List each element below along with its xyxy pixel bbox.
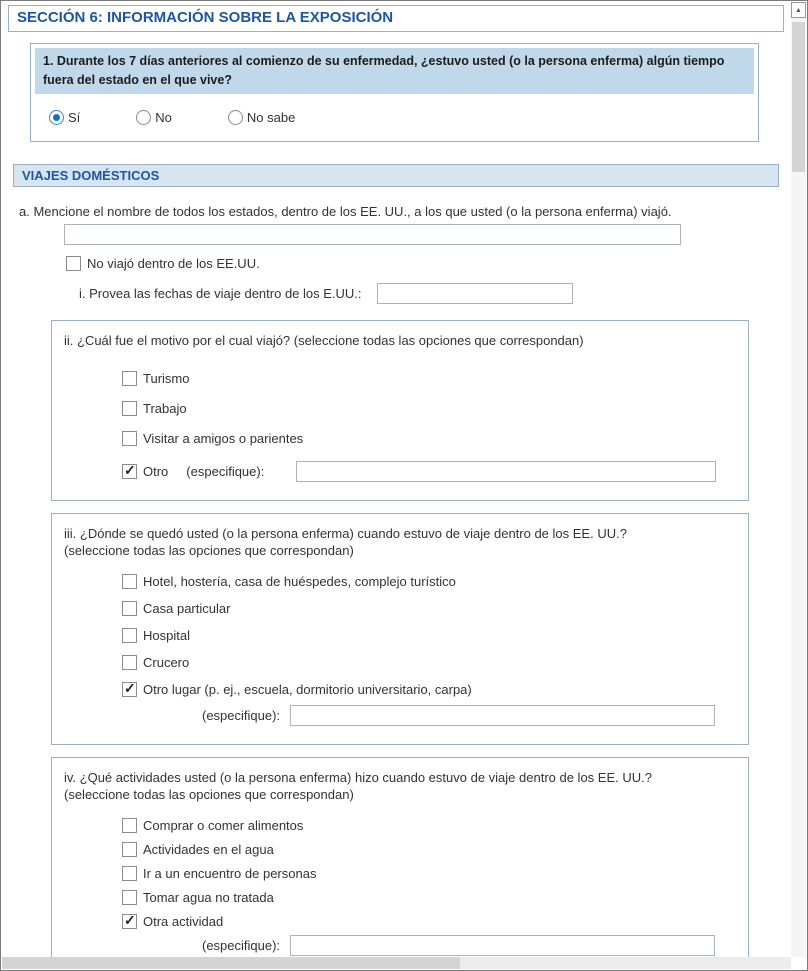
checkbox-label-otra-actividad: Otra actividad xyxy=(143,914,224,930)
checkbox-option-otro-lugar[interactable] xyxy=(122,682,736,697)
checkbox-icon[interactable] xyxy=(122,628,137,643)
checkbox-icon[interactable] xyxy=(122,431,137,446)
specify-label: (especifique): xyxy=(202,938,281,954)
question-ii-box xyxy=(51,320,749,502)
specify-label: (especifique): xyxy=(202,708,281,724)
vertical-scrollbar-thumb[interactable] xyxy=(792,22,805,172)
checkbox-option-encuentro[interactable] xyxy=(122,866,736,881)
question-1-box xyxy=(30,43,759,142)
checkbox-icon[interactable] xyxy=(122,601,137,616)
checkbox-label-hotel: Hotel, hostería, casa de huéspedes, complejo turístico xyxy=(143,574,456,590)
checkbox-option-otra-actividad[interactable] xyxy=(122,914,736,929)
checkbox-label-agua: Actividades en el agua xyxy=(143,842,274,858)
question-iii-label: iii. ¿Dónde se quedó usted (o la persona enferma) cuando estuvo de viaje dentro de los EE. UU.? xyxy=(64,526,627,542)
radio-unselected-icon[interactable] xyxy=(136,110,151,125)
checkbox-icon[interactable] xyxy=(66,256,81,271)
checkbox-label-trabajo: Trabajo xyxy=(143,401,187,417)
horizontal-scrollbar-thumb[interactable] xyxy=(2,957,460,969)
question-i-label: i. Provea las fechas de viaje dentro de los E.UU.: xyxy=(79,285,362,301)
question-i-row xyxy=(79,283,784,304)
checkbox-icon[interactable] xyxy=(122,866,137,881)
checkbox-option-casa-particular[interactable] xyxy=(122,601,736,616)
domestic-travel-title: VIAJES DOMÉSTICOS xyxy=(22,167,160,183)
radio-option-si[interactable] xyxy=(49,110,80,125)
checkbox-option-visitar[interactable] xyxy=(122,431,736,446)
checkbox-icon[interactable] xyxy=(122,890,137,905)
checkbox-option-agua[interactable] xyxy=(122,842,736,857)
otro-specify-input[interactable] xyxy=(296,461,716,482)
checkbox-icon[interactable] xyxy=(122,682,137,697)
specify-row-iii xyxy=(202,705,736,726)
checkbox-option-crucero[interactable] xyxy=(122,655,736,670)
checkbox-label-visitar: Visitar a amigos o parientes xyxy=(143,431,304,447)
question-1-label: 1. Durante los 7 días anteriores al comienzo de su enfermedad, ¿estuvo usted (o la persona enferma) algún tiempo fuera del estado en el que vive? xyxy=(35,48,754,94)
question-iv-label: iv. ¿Qué actividades usted (o la persona enferma) hizo cuando estuvo de viaje dentro de los EE. UU.? xyxy=(64,770,652,786)
radio-option-no[interactable] xyxy=(136,110,172,125)
checkbox-option-agua-no-tratada[interactable] xyxy=(122,890,736,905)
specify-row-iv xyxy=(202,935,736,956)
scroll-up-button[interactable]: ▲ xyxy=(791,2,806,18)
otro-lugar-specify-input[interactable] xyxy=(290,705,715,726)
checkbox-label-hospital: Hospital xyxy=(143,628,190,644)
checkbox-label-otro: Otro xyxy=(143,464,169,480)
question-iii-box xyxy=(51,513,749,745)
question-1-options xyxy=(35,94,754,137)
checkbox-option-trabajo[interactable] xyxy=(122,401,736,416)
radio-label-no-sabe: No sabe xyxy=(246,109,296,125)
section-header xyxy=(8,5,784,32)
radio-label-no: No xyxy=(155,109,172,125)
question-iii-sublabel: (seleccione todas las opciones que correspondan) xyxy=(64,543,354,559)
checkbox-label-crucero: Crucero xyxy=(143,655,190,671)
checkbox-icon[interactable] xyxy=(122,401,137,416)
checkbox-icon[interactable] xyxy=(122,818,137,833)
checkbox-label-no-travel: No viajó dentro de los EE.UU. xyxy=(87,255,260,271)
checkbox-icon[interactable] xyxy=(122,655,137,670)
form-content xyxy=(1,1,791,957)
checkbox-label-encuentro: Ir a un encuentro de personas xyxy=(143,866,317,882)
radio-selected-icon[interactable] xyxy=(49,110,64,125)
question-ii-label: ii. ¿Cuál fue el motivo por el cual viajó? (seleccione todas las opciones que correspondan) xyxy=(64,332,584,348)
radio-label-si: Sí xyxy=(68,109,81,125)
specify-label: (especifique): xyxy=(186,464,265,480)
states-visited-input[interactable] xyxy=(64,224,681,245)
radio-unselected-icon[interactable] xyxy=(228,110,243,125)
checkbox-icon[interactable] xyxy=(122,464,137,479)
question-a-label: a. Mencione el nombre de todos los estados, dentro de los EE. UU., a los que usted (o la persona enferma) viajó. xyxy=(19,203,672,219)
vertical-scrollbar[interactable] xyxy=(791,2,806,957)
radio-option-no-sabe[interactable] xyxy=(228,110,295,125)
checkbox-label-otro-lugar: Otro lugar (p. ej., escuela, dormitorio universitario, carpa) xyxy=(143,682,472,698)
checkbox-label-casa-particular: Casa particular xyxy=(143,601,231,617)
horizontal-scrollbar[interactable] xyxy=(2,957,791,969)
checkbox-label-turismo: Turismo xyxy=(143,371,190,387)
checkbox-option-hotel[interactable] xyxy=(122,574,736,589)
checkbox-icon[interactable] xyxy=(122,914,137,929)
checkbox-label-comprar: Comprar o comer alimentos xyxy=(143,818,304,834)
question-iv-box xyxy=(51,757,749,957)
checkbox-icon[interactable] xyxy=(122,574,137,589)
checkbox-option-comprar[interactable] xyxy=(122,818,736,833)
checkbox-option-otro[interactable] xyxy=(122,461,736,482)
checkbox-option-no-travel[interactable] xyxy=(66,256,784,271)
domestic-travel-header xyxy=(13,164,779,187)
checkbox-icon[interactable] xyxy=(122,842,137,857)
checkbox-icon[interactable] xyxy=(122,371,137,386)
otra-actividad-specify-input[interactable] xyxy=(290,935,715,956)
question-iv-sublabel: (seleccione todas las opciones que correspondan) xyxy=(64,787,354,803)
checkbox-option-hospital[interactable] xyxy=(122,628,736,643)
section-title: SECCIÓN 6: INFORMACIÓN SOBRE LA EXPOSICIÓN xyxy=(17,9,394,26)
checkbox-option-turismo[interactable] xyxy=(122,371,736,386)
checkbox-label-agua-no-tratada: Tomar agua no tratada xyxy=(143,890,274,906)
travel-dates-input[interactable] xyxy=(377,283,573,304)
